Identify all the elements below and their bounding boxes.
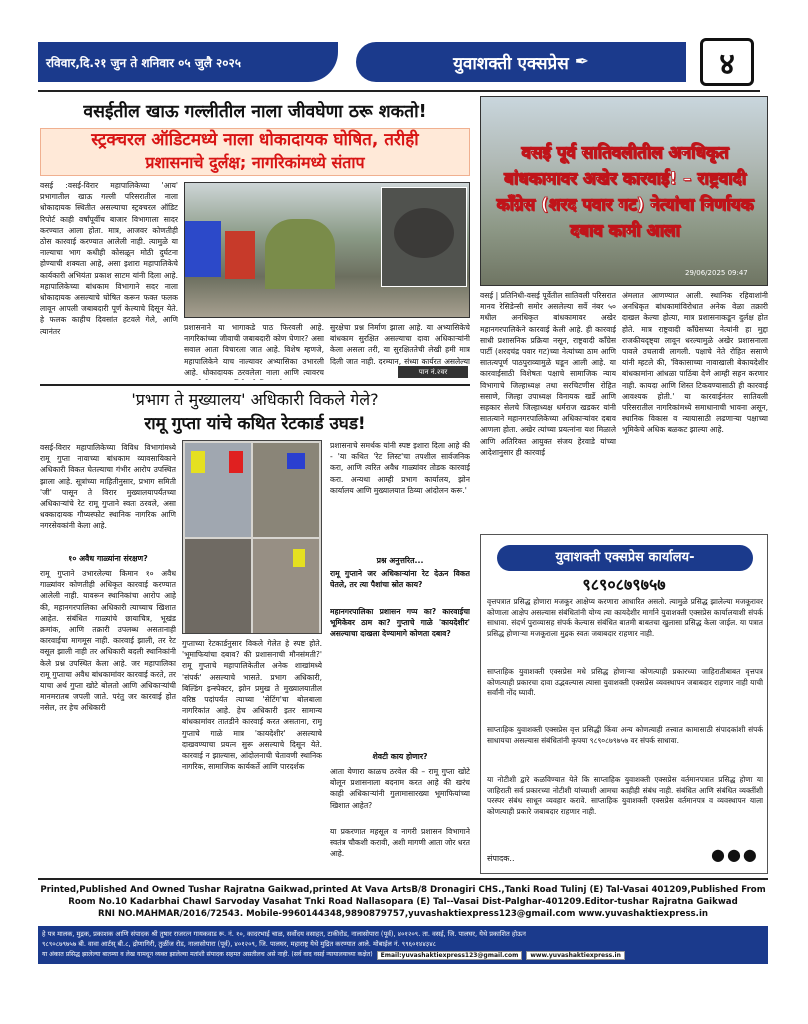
story2-col1: वसई | प्रतिनिधी-वसई पूर्वेतील सातिवली परिसरात मानव रेसिडेन्सी समोर असलेल्या सर्वे नंबर ५० मधील अनधिकृत बांधकामावर अखेर महानगरपालिकेने कारवाई केली आहे. ही कारवाई साधी प्रशासनिक प्रक्रिया नसून, राष्ट्रवादी काँग्रेस पार्टी (शरदचंद्र पवार गट)च्या नेत्यांच्या ठाम आणि सातत्यपूर्ण पाठपुराव्यामुळे घडून आली आहे. या कारवाईसाठी विशेषतः पक्षाचे सामाजिक न्याय विभागाचे जिल्हाध्यक्ष तथा सरचिटणीस रोहित ससाणे, जिल्हा उपाध्यक्ष विनायक खर्डे आणि सहकार सेलचे जिल्हाध्यक्ष धर्मराज खडकर यांनी सातत्याने महानगरपालिकेच्या अधिकाऱ्यांवर दबाव आणला होता. अखेर त्यांच्या प्रयत्नांना यश मिळाले आणि अतिरिक्त आयुक्त संजय हेरवाडे यांच्या आदेशानुसार ही कारवाई [480, 291, 616, 457]
photo-tile [253, 539, 319, 633]
story3-col1b: रामू गुप्ताने उभारलेल्या किमान १० अवैध गाळ्यांवर कोणतीही अधिकृत कारवाई करण्यात आलेली नाही. यावरून स्थानिकांचा आरोप आहे की, महानगरपालिका अधिकारी त्याच्याच खिशात आहेत. संबंधित गाळ्यांचे छायाचित्र, भूखंड क्रमांक, आणि तक्रारी उपलब्ध असतानाही कारवाईचा मागमूस नाही. कारवाई झाली, तर रेट वसूल झाली नाही तर अधिकारी बदली स्थानिकांनी केले प्रश्न उपस्थित केला आहे. जर महापालिका रामू गुप्ताचा अवैध बांधकामांवर कारवाई करते, तर याचा अर्थ गुप्ता खोटे बोलतो आणि अधिकाऱ्यांची मानमरातब जपली जाते. परंतु जर कारवाई होत नसेल, तर हेच अधिकारी [40, 569, 176, 713]
stall-awning [185, 221, 221, 277]
continued-tag: पान नं.२वर [398, 366, 468, 378]
office-para2: साप्ताहिक युवाशक्ती एक्सप्रेस मधे प्रसिद्ध होणाऱ्या कोणत्याही प्रकारच्या जाहिरातीबाबत वृत्तपत्र कोणत्याही प्रकारचा दावा उद्भवल्यास त्यासा युवाशक्ती एक्सप्रेस व्यवस्थापन जबाबदार राहणार नाही याची सर्वांनी नोंद घ्यावी. [487, 667, 763, 698]
footer-website: www.yuvashaktiexpress.in [526, 951, 625, 960]
question-head-3: शेवटी काय होणार? [372, 752, 428, 761]
story3-headline: रामू गुप्ता यांचे कथित रेटकार्ड उघड! [144, 414, 366, 434]
imprint-footer [38, 878, 768, 988]
office-para4: या नोटीशी द्वारे कळविण्यात येते कि साप्ताहिक युवाशक्ती एक्सप्रेस वर्तमानपत्रात प्रसिद्ध होणा या जाहिराती सर्व प्रकारच्या नोटीशी यांच्याशी आमचा काहीही संबंध नाही. संबंधित आणि संबंधित व्यक्तींशी परस्पर संबंध साधून व्यवहार करावे. साप्ताहिक युवाशक्ती एक्सप्रेस वर्तमानपत्र व व्यवस्थापन याला कोणत्याही प्रकारे जबाबदार राहणार नाही. [487, 775, 763, 816]
paper-name [356, 42, 686, 82]
office-phone: ९८९०८७९७५७ [582, 575, 666, 594]
question-body-2: महानगरपालिका प्रशासन गप्प का? कारवाईचा भूमिकेवर ठाम का? गुप्ताचे गाळे 'कायदेशीर' असल्याचा दाखला देण्यामागे कोणता दबाव? [330, 607, 470, 639]
ornament-dots: ●●● [711, 845, 759, 864]
imprint-en-1: Printed,Published And Owned Tushar Rajratna Gaikwad,printed At Vava ArtsB/8 Dronagiri CHS.,Tanki Road Tulinj (E) Tal-Vasai 401209,Published From [40, 885, 766, 895]
imprint-en-3: RNI NO.MAHMAR/2016/72543. Mobile-9960144348,9890879757,yuvashaktiexpress123@gmail.com www.yuvashaktiexpress.in [97, 909, 709, 919]
marker-yellow [191, 451, 205, 473]
imprint-mr-3: या अंकात प्रसिद्ध झालेल्या बातम्या व लेख यामधून व्यक्त झालेल्या मतांशी संपादक सहमत असतीलच असे नाही. (सर्व वाद वसई न्यायालयाच्या कक्षेत) [42, 951, 373, 958]
marker-blue [287, 453, 305, 469]
office-box [480, 534, 768, 874]
page-number: ४ [700, 38, 754, 86]
tree-shape [265, 219, 335, 289]
issue-date: रविवार,दि.२१ जुन ते शनिवार ०५ जुलै २०२५ [38, 42, 338, 82]
question-body-4: या प्रकरणात महसूल व नागरी प्रशासन विभागाने स्वतंत्र चौकशी करावी, अशी मागणी आता जोर धरत आहे. [330, 827, 470, 859]
story1-headline-2: प्रशासनाचे दुर्लक्ष; नागरिकांमध्ये संताप [145, 153, 365, 172]
editor-label: संपादक.. [487, 854, 515, 863]
marker-red [229, 451, 243, 473]
story1-kicker: वसईतील खाऊ गल्लीतील नाला जीवघेणा ठरू शकतो! [83, 102, 427, 122]
footer-email: Email:yuvashaktiexpress123@gmail.com [377, 951, 523, 960]
story1-col3: सुरक्षेचा प्रश्न निर्माण झाला आहे. या अभ्यासिकेचे बांधकाम सुरक्षित असल्याचा दावा अधिकाऱ्यांनी केला असला तरी, या सुरक्षिततेची लेखी हमी मात्र दिली जात नाही. दरम्यान, संध्या कार्यरत असलेल्या [330, 323, 470, 366]
story3-kicker: 'प्रभाग ते मुख्यालय' अधिकारी विकले गेले? [131, 390, 379, 409]
pen-icon: ✒ [574, 52, 589, 72]
office-para1: वृत्तपत्रात प्रसिद्ध होणारा मजकूर आक्षेप्य करणारा आधारित असतो. त्यामुळे प्रसिद्ध झालेल्या मजकूरावर कोणाला आक्षेप असल्यास संबंधितांनी योग्य त्या कायदेशीर मार्गाने युवाशक्ती एक्सप्रेस कार्यालयाशी संपर्क साधावा. संदर्भ पुराव्यासह संपर्क केल्यास संबंधित बातमी बाबतचा खुलासा प्रसिद्ध केला जाईल. या पत्रात प्रसिद्ध होणाऱ्या मजकूराला मुद्रक स्वतः जबाबदार राहणार नाही. [487, 597, 763, 638]
marker-yellow [293, 549, 305, 567]
stall-awning [225, 231, 255, 279]
office-para3: साप्ताहिक युवाशक्ती एक्सप्रेस वृत्त प्रसिद्धी किंवा अन्य कोणत्याही तत्त्वात कामासाठी संपादकांशी संपर्क साधायचा असल्यास संबंधितांनी कृपया ९८९०८७९७५७ वर संपर्क साधावा. [487, 725, 763, 745]
story3-col1: वसई-विरार महापालिकेच्या विविध विभागांमध्ये रामू गुप्ता नावाच्या बांधकाम व्यावसायिकाने अधिकारी विकत घेतल्याचा गंभीर आरोप उपस्थित झाला आहे. सूत्रांच्या माहितीनुसार, प्रभाग समिती 'जी' पासून ते विरार मुख्यालयापर्यंतच्या अधिकाऱ्यांचे रेट रामू गुप्ताने स्वतः ठरवले, असा धक्कादायक गौप्यस्फोट स्थानिक नागरिक आणि नगरसेवकांनी केला आहे. [40, 443, 176, 531]
story3-col3a: प्रशासनाचे समर्थक यांनी स्पष्ट इशारा दिला आहे की - 'या कथित 'रेट लिस्ट'चा तपशील सार्वजनिक करा, आणि त्वरित अवैध गाळ्यांवर तोडक कारवाई करा. अन्यथा आम्ही प्रभाग कार्यालय, झोन कार्यालय आणि मुख्यालयात ठिय्या आंदोलन करू.' [330, 441, 470, 495]
photo-tile [253, 443, 319, 537]
story1-headline-1: स्ट्रक्चरल ऑडिटमध्ये नाला धोकादायक घोषित, तरीही [91, 130, 419, 150]
story1-col1: वसई :वसई-विरार महापालिकेच्या 'आय' प्रभागातील खाऊ गल्ली परिसरातील नाला धोकादायक स्थितीत असल्याचा स्ट्रक्चरल ऑडिट रिपोर्ट काही वर्षांपूर्वीच बाजार विभागाला सादर करण्यात आला होता. मात्र, आजवर कोणतीही ठोस कारवाई करण्यात आलेली नाही. त्यामुळे या नाल्याचा भाग कधीही कोसळून मोठी दुर्घटना होण्याची शक्यता आहे, असा इशारा महापालिकेचे कार्यकारी अभियंता प्रकाश साटम यांनी दिला आहे. महापालिकेच्या बांधकाम विभागाने सदर नाला धोकादायक असल्याचे घोषित करून फक्त फलक लावून आपली जबाबदारी पूर्ण केल्याचे दिसून येते. हे फलक काहीच दिवसांत हटवले गेले, आणि त्यानंतर [40, 181, 178, 336]
question-body-3: आता येणारा काळच ठरवेल की – रामू गुप्ता खोटे बोलून प्रशासनाला बदनाम करत आहे की खरंच काही अधिकाऱ्यांनी गुलामासारख्या भूमाफियांच्या खिशात आहेत? [330, 767, 470, 810]
header-divider [38, 90, 760, 92]
photo-tile [185, 443, 251, 537]
inset-photo [381, 187, 467, 287]
story1-col2: प्रशासनाने या भागाकडे पाठ फिरवली आहे. नागरिकांच्या जीवाची जबाबदारी कोण घेणार? असा सवाल आता विचारला जात आहे. विशेष म्हणजे, महापालिकेने याच नाल्यावर अभ्यासिका उभारली आहे. धोकादायक ठरवलेला नाला आणि त्यावरच [184, 323, 324, 377]
story3-photo-grid [182, 440, 322, 634]
photo-tile [185, 539, 251, 633]
section-divider [40, 384, 470, 386]
office-title: युवाशक्ती एक्सप्रेस कार्यालय- [497, 545, 753, 571]
damaged-drain [394, 208, 454, 258]
story3-subhead: १० अवैध गाळ्यांना संरक्षण? [68, 554, 148, 563]
imprint-mr-2: ९८९०८७९७५७ बी. वावा आर्टस् बी.८, द्रोणागिरी, तुळींज रोड, नालासोपारा (पूर्व), ४०१२०९, जि. पालघर, महाराष्ट्र येथे मुद्रित करण्यात आले. मोबाईल नं. ९९६०१४४३४८ [42, 940, 437, 948]
photo-timestamp: 29/06/2025 09:47 [685, 269, 748, 277]
story2-headline: वसई पूर्व सातिवलीतील अनधिकृत बांधकामावर अखेर कारवाई! – राष्ट्रवादी काँग्रेस (शरद पवार गट) नेत्यांचा निर्णायक दबाव कामी आला [496, 143, 754, 241]
imprint-en-2: Room No.10 Kadarbhai Chawl Sarvoday Vasahat Tnki Road Nallasopara (E) Tal--Vasai Dist-Palghar-401209.Editor-tushar Rajratna Gaikwad [68, 897, 738, 907]
story2-col2: अंमलात आणण्यात आली. स्थानिक रहिवाशांनी अनधिकृत बांधकामांविरोधात अनेक वेळा तक्रारी दाखल केल्या होत्या, मात्र प्रशासनाकडून दुर्लक्ष होत होते. मात्र राष्ट्रवादी काँग्रेसच्या नेत्यांनी हा मुद्दा राजकीयदृष्ट्या लावून धरल्यामुळे अखेर प्रशासनाला पावले उचलावी लागली. पक्षाचे नेते रोहित ससाणे यांनी म्हटले की, 'विकासाच्या नावाखाली बेकायदेशीर बांधकामांना आंधळा पाठिंबा देणे आम्ही सहन करणार नाही. कायदा आणि शिस्त टिकवण्यासाठी ही कारवाई आवश्यक होती.' या कारवाईनंतर सातिवली परिसरातील नागरिकांमध्ये समाधानाची भावना असून, स्थानिक विकास व न्यायासाठी लढणाऱ्या पक्षाच्या भूमिकेचे अधिक बळकट झाल्या आहे. [622, 291, 768, 435]
story1-photo [184, 182, 470, 318]
question-head-1: प्रश्न अनुत्तरित... [376, 556, 424, 565]
imprint-mr-1: हे पत्र मालक, मुद्रक, प्रकाशक आणि संपादक श्री तुषार राजरत्न गायकवाड रू. नं. १०, कादरभाई चाळ, सर्वोदय वसाहत, टाकीरोड, नालासोपारा (पूर्व), ४०१२०९. ता. वसई, जि. पालघर, येथे प्रकाशित होऊन [42, 930, 526, 938]
paper-name-text: युवाशक्ती एक्सप्रेस [453, 53, 569, 74]
story2-photo [480, 96, 768, 286]
story3-col2: गुप्ताच्या रेटकार्डनुसार विकले गेलेत हे स्पष्ट होते. 'भूमाफियांचा दबाव? की प्रशासनाची मौनसंमती?' रामू गुप्ताचे महापालिकेतील अनेक शाखांमध्ये 'संपर्क' असल्याचे भासते. प्रभाग अधिकारी, बिल्डिंग इन्स्पेक्टर, झोन प्रमुख ते मुख्यालयातील वरिष्ठ पदांपर्यंत त्याच्या 'सेटिंग'चा बोलबाला नागरिकांत आहे. हेच अधिकारी इतर सामान्य बांधकामांवर तातडीने कारवाई करत असताना, रामू गुप्ताचे गाळे मात्र 'कायदेशीर' असल्याचे दाखवण्याचा प्रयत्न सुरू असल्याचे दिसून येते. कारवाई न झाल्यास, आंदोलनाची चेतावणी स्थानिक नागरिक, सामाजिक कार्यकर्ते आणि पारदर्शक [182, 639, 322, 772]
question-body-1: रामू गुप्ताने जर अधिकाऱ्यांना रेट देऊन विकत घेतले, तर त्या पैशांचा स्रोत काय? [330, 569, 470, 590]
story1-headline-box [40, 128, 470, 176]
masthead [38, 38, 760, 86]
